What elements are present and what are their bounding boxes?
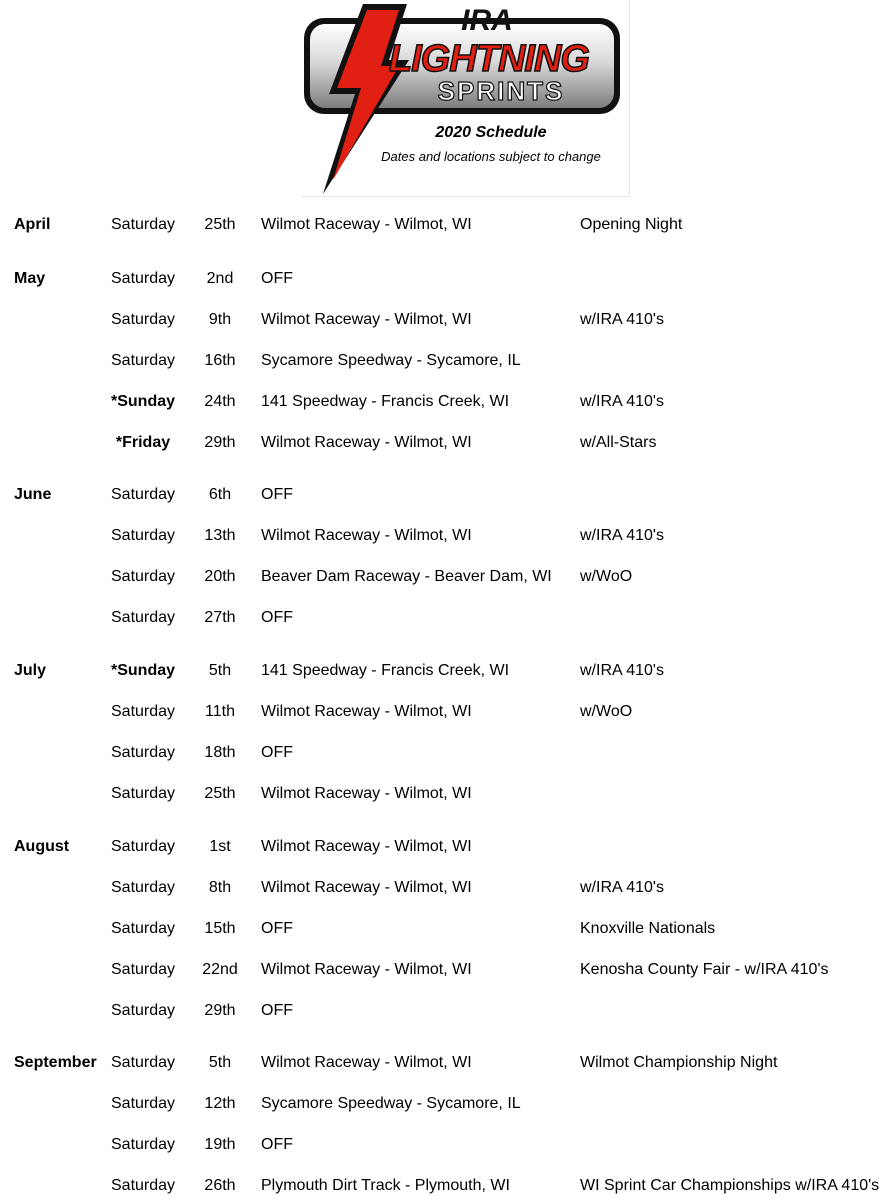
event-date: 27th: [204, 609, 236, 626]
event-date: 11th: [205, 703, 235, 720]
event-venue: OFF: [261, 609, 293, 626]
day-of-week: Saturday: [111, 703, 176, 720]
day-of-week: *Sunday: [111, 662, 176, 679]
schedule-row: [0, 1093, 890, 1115]
event-date: 5th: [208, 1054, 232, 1071]
day-of-week: Saturday: [111, 486, 176, 503]
event-date: 22nd: [202, 961, 238, 978]
schedule-row: [0, 918, 890, 940]
month-label: June: [14, 486, 52, 503]
day-of-week: Saturday: [111, 352, 176, 369]
month-label: May: [14, 270, 46, 287]
month-label: August: [14, 838, 70, 855]
event-note: WI Sprint Car Championships w/IRA 410's: [580, 1177, 880, 1194]
schedule-row: [0, 959, 890, 981]
event-venue: OFF: [261, 1136, 293, 1153]
event-date: 25th: [204, 216, 236, 233]
event-note: w/IRA 410's: [580, 662, 664, 679]
event-date: 29th: [204, 434, 236, 451]
day-of-week: Saturday: [111, 270, 176, 287]
event-venue: Wilmot Raceway - Wilmot, WI: [261, 838, 472, 855]
schedule-row: [0, 783, 890, 805]
event-venue: Wilmot Raceway - Wilmot, WI: [261, 527, 472, 544]
day-of-week: Saturday: [111, 879, 176, 896]
event-date: 20th: [204, 568, 236, 585]
event-venue: OFF: [261, 1002, 293, 1019]
day-of-week: Saturday: [111, 785, 176, 802]
event-note: w/IRA 410's: [580, 311, 664, 328]
day-of-week: *Friday: [115, 434, 171, 451]
schedule-row: [0, 350, 890, 372]
schedule-row: [0, 607, 890, 629]
event-note: Kenosha County Fair - w/IRA 410's: [580, 961, 829, 978]
month-label: July: [14, 662, 47, 679]
event-date: 26th: [204, 1177, 236, 1194]
day-of-week: Saturday: [111, 216, 176, 233]
event-date: 5th: [208, 662, 232, 679]
day-of-week: Saturday: [111, 1136, 176, 1153]
day-of-week: Saturday: [111, 1095, 176, 1112]
logo-ira-text: IRA: [461, 4, 513, 37]
event-venue: Wilmot Raceway - Wilmot, WI: [261, 785, 472, 802]
schedule-row: [0, 484, 890, 506]
event-venue: OFF: [261, 270, 293, 287]
event-venue: 141 Speedway - Francis Creek, WI: [261, 393, 510, 410]
event-venue: Sycamore Speedway - Sycamore, IL: [261, 352, 521, 369]
event-date: 8th: [208, 879, 232, 896]
event-date: 25th: [204, 785, 236, 802]
day-of-week: Saturday: [111, 744, 176, 761]
event-note: w/WoO: [580, 568, 633, 585]
event-note: w/IRA 410's: [580, 879, 664, 896]
day-of-week: Saturday: [111, 527, 176, 544]
event-venue: OFF: [261, 920, 293, 937]
event-date: 9th: [208, 311, 232, 328]
schedule-row: [0, 525, 890, 547]
schedule-row: [0, 268, 890, 290]
event-venue: Beaver Dam Raceway - Beaver Dam, WI: [261, 568, 552, 585]
day-of-week: Saturday: [111, 1054, 176, 1071]
event-venue: Plymouth Dirt Track - Plymouth, WI: [261, 1177, 510, 1194]
event-venue: OFF: [261, 486, 293, 503]
event-date: 1st: [209, 838, 231, 855]
schedule-row: [0, 877, 890, 899]
event-note: Opening Night: [580, 216, 683, 233]
schedule-subtitle: Dates and locations subject to change: [381, 149, 601, 164]
logo-lightning-text: LIGHTNING: [389, 38, 589, 80]
schedule-row: [0, 836, 890, 858]
schedule-row: [0, 432, 890, 454]
schedule-row: [0, 701, 890, 723]
event-note: w/WoO: [580, 703, 633, 720]
event-date: 2nd: [206, 270, 234, 287]
schedule-row: [0, 214, 890, 236]
day-of-week: Saturday: [111, 1002, 176, 1019]
day-of-week: Saturday: [111, 961, 176, 978]
event-date: 19th: [204, 1136, 236, 1153]
event-venue: Wilmot Raceway - Wilmot, WI: [261, 879, 472, 896]
day-of-week: Saturday: [111, 568, 176, 585]
event-date: 6th: [208, 486, 232, 503]
schedule-row: [0, 742, 890, 764]
event-note: w/IRA 410's: [580, 527, 664, 544]
event-date: 24th: [204, 393, 236, 410]
schedule-row: [0, 1000, 890, 1022]
logo-sprints-text: SPRINTS: [437, 76, 565, 106]
schedule-row: [0, 1052, 890, 1074]
schedule-title: 2020 Schedule: [435, 124, 547, 141]
month-label: April: [14, 216, 51, 233]
event-note: Wilmot Championship Night: [580, 1054, 778, 1071]
month-label: September: [14, 1054, 97, 1071]
schedule-row: [0, 1175, 890, 1197]
day-of-week: Saturday: [111, 838, 176, 855]
event-date: 18th: [204, 744, 236, 761]
day-of-week: *Sunday: [111, 393, 176, 410]
day-of-week: Saturday: [111, 920, 176, 937]
event-venue: Wilmot Raceway - Wilmot, WI: [261, 961, 472, 978]
event-note: Knoxville Nationals: [580, 920, 716, 937]
event-venue: 141 Speedway - Francis Creek, WI: [261, 662, 510, 679]
event-date: 16th: [204, 352, 236, 369]
event-venue: Wilmot Raceway - Wilmot, WI: [261, 311, 472, 328]
event-venue: Wilmot Raceway - Wilmot, WI: [261, 1054, 472, 1071]
event-venue: Wilmot Raceway - Wilmot, WI: [261, 434, 472, 451]
lightning-sprints-logo: [301, 0, 629, 196]
event-note: w/All-Stars: [580, 434, 657, 451]
schedule-row: [0, 660, 890, 682]
event-date: 13th: [204, 527, 236, 544]
schedule-row: [0, 309, 890, 331]
event-date: 29th: [204, 1002, 236, 1019]
day-of-week: Saturday: [111, 311, 176, 328]
day-of-week: Saturday: [111, 1177, 176, 1194]
event-venue: Wilmot Raceway - Wilmot, WI: [261, 703, 472, 720]
schedule-row: [0, 566, 890, 588]
schedule-row: [0, 391, 890, 413]
event-venue: OFF: [261, 744, 293, 761]
event-venue: Wilmot Raceway - Wilmot, WI: [261, 216, 472, 233]
event-note: w/IRA 410's: [580, 393, 664, 410]
event-date: 15th: [204, 920, 236, 937]
event-date: 12th: [204, 1095, 236, 1112]
event-venue: Sycamore Speedway - Sycamore, IL: [261, 1095, 521, 1112]
schedule-row: [0, 1134, 890, 1156]
day-of-week: Saturday: [111, 609, 176, 626]
logo-header: [301, 0, 630, 197]
